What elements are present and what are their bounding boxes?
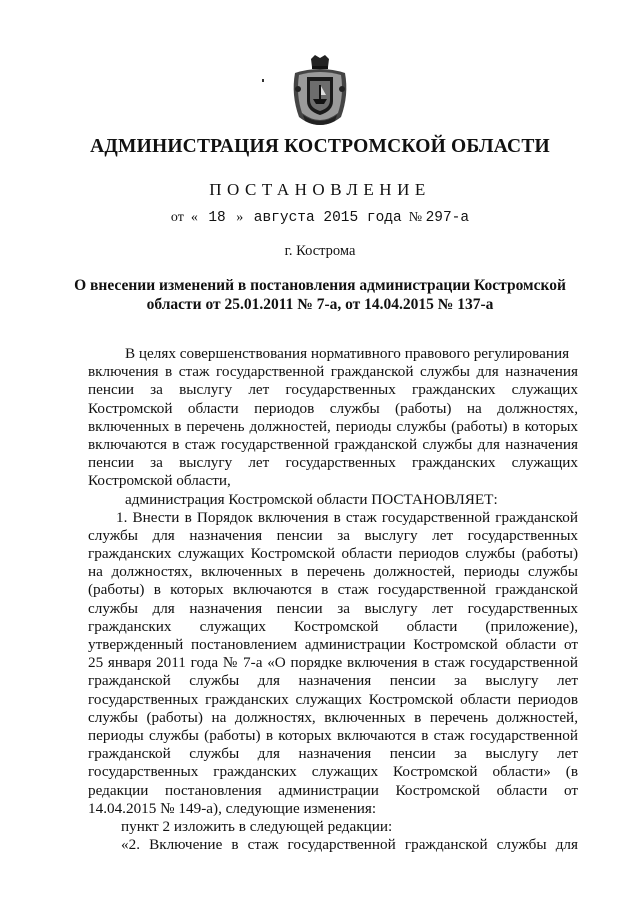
document-body (88, 345, 578, 854)
body-line: гражданской службы для назначения пенсии за выслугу лет (88, 745, 578, 763)
body-line: пенсии за выслугу лет государственных гражданских служащих (88, 454, 578, 472)
city: г. Кострома (284, 243, 356, 259)
body-line: 14.04.2015 № 149-а), следующие изменения: (88, 799, 377, 817)
body-line: пункт 2 изложить в следующей редакции: (121, 817, 393, 835)
date-day: 18 (208, 210, 226, 226)
body-line: пенсии за выслугу лет государственных гражданских служащих (88, 381, 578, 399)
body-line: гражданских служащих Костромской области (приложение), (88, 617, 578, 635)
body-line: включенных в перечень должностей, периоды службы (работы) в которых (88, 417, 578, 435)
body-line: 1. Внести в Порядок включения в стаж государственной гражданской (116, 508, 578, 526)
body-line: Костромской области периодов службы (работы) на должностях, (88, 399, 578, 417)
body-line: Костромской области, (88, 472, 231, 490)
body-line: на должностях, включенных в перечень должностей, периоды службы (88, 563, 578, 581)
body-line: редакции постановления администрации Костромской области от (88, 781, 578, 799)
body-line: администрация Костромской области ПОСТАНОВЛЯЕТ: (125, 490, 498, 508)
body-line: государственных гражданских служащих Костромской области» (в (88, 763, 578, 781)
date-month-year: августа 2015 года (253, 210, 402, 226)
document-type: ПОСТАНОВЛЕНИЕ (209, 180, 431, 199)
document-number: 297-а (425, 210, 470, 226)
body-line: государственных гражданских служащих Костромской области периодов (88, 690, 578, 708)
subject-heading (0, 276, 640, 314)
body-line: периоды службы (работы) в которых включаются в стаж государственной (88, 726, 578, 744)
body-line: В целях совершенствования нормативного правового регулирования (125, 345, 570, 362)
date-open-quote: « (190, 210, 198, 225)
body-line: включения в стаж государственной гражданской службы для назначения (88, 363, 578, 381)
body-line: гражданских служащих Костромской области периодов службы (работы) (88, 545, 578, 563)
date-close-quote: » (236, 210, 244, 225)
body-line: включаются в стаж государственной гражданской службы для назначения (88, 435, 578, 453)
date-prefix: от (170, 210, 184, 225)
body-line: утвержденный постановлением администрации Костромской области от (88, 636, 578, 653)
body-line: (работы) в которых включаются в стаж государственной гражданской (88, 581, 578, 599)
body-line: 25 января 2011 года № 7-а «О порядке включения в стаж государственной (88, 654, 578, 672)
subject-line-1: О внесении изменений в постановления администрации Костромской (74, 277, 566, 294)
organization-title: АДМИНИСТРАЦИЯ КОСТРОМСКОЙ ОБЛАСТИ (90, 136, 550, 157)
number-label: № (408, 210, 423, 225)
coat-of-arms-emblem (289, 55, 351, 127)
body-line: гражданской службы для назначения пенсии за выслугу лет (88, 672, 578, 690)
scan-speck (262, 79, 264, 82)
body-line: службы для назначения пенсии за выслугу лет государственных (88, 599, 578, 617)
body-line: «2. Включение в стаж государственной гражданской службы для (121, 836, 578, 854)
date-line (0, 210, 640, 226)
body-line: службы (работы) на должностях, включенных в перечень должностей, (88, 708, 578, 726)
subject-line-2: области от 25.01.2011 № 7-а, от 14.04.2015 № 137-а (146, 296, 494, 313)
body-line: службы для назначения пенсии за выслугу лет государственных (88, 526, 578, 544)
